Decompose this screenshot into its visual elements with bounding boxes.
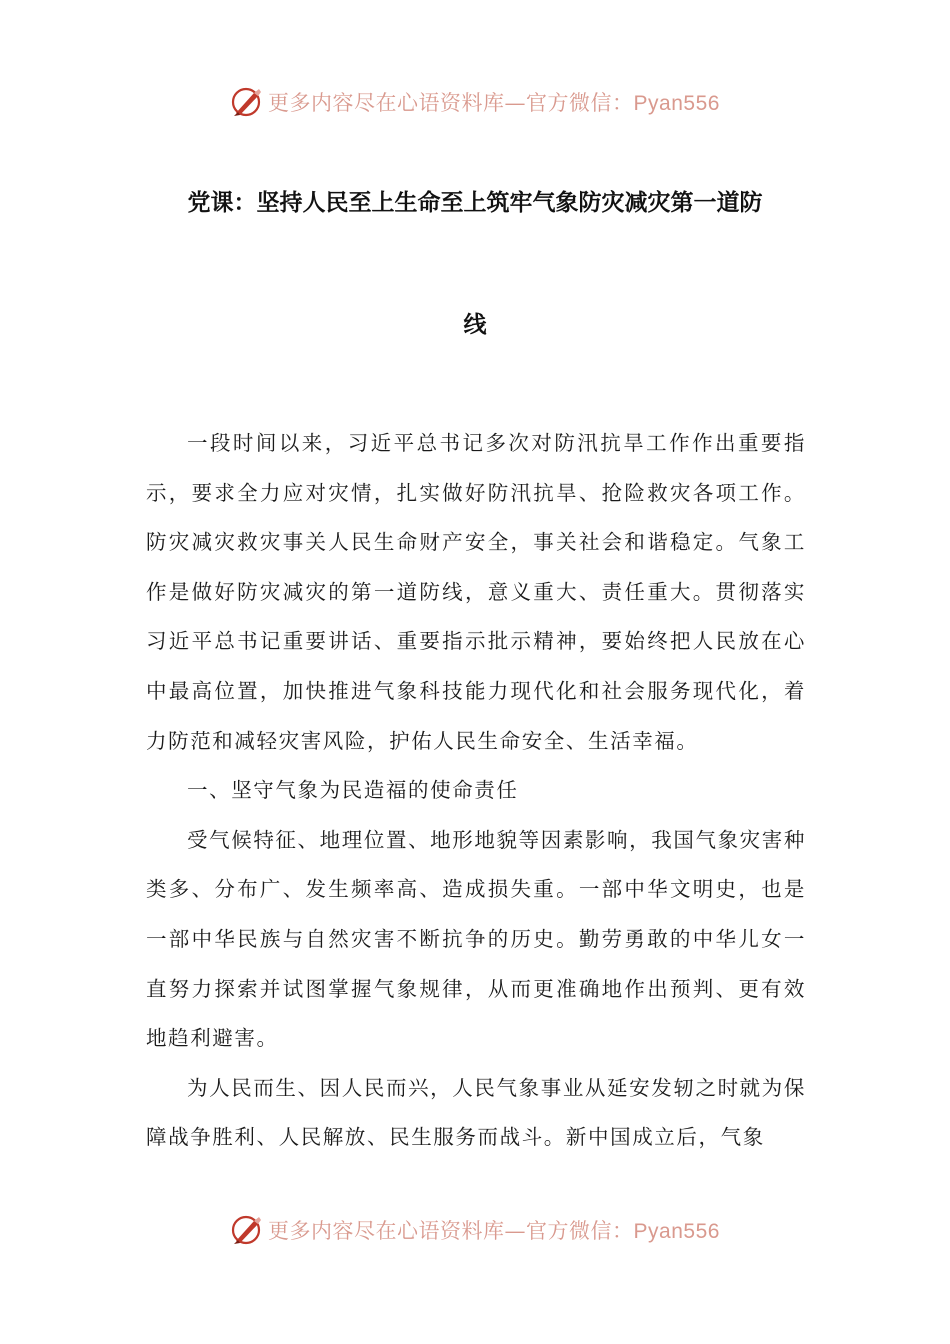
page-title-line-2: 线 [463, 312, 487, 338]
header-banner-wechat-id: Pyan556 [633, 92, 720, 115]
header-banner [0, 82, 950, 122]
section-heading-1: 一、坚守气象为民造福的使命责任 [187, 778, 519, 803]
pen-logo-icon [230, 1213, 264, 1247]
paragraph-2: 受气候特征、地理位置、地形地貌等因素影响，我国气象灾害种类多、分布广、发生频率高、造成损失重。一部中华文明史，也是一部中华民族与自然灾害不断抗争的历史。勤劳勇敢的中华儿女一直努力探索并试图掌握气象规律，从而更准确地作出预判、更有效地趋利避害。 [146, 827, 806, 1051]
footer-banner-wechat-id: Pyan556 [633, 1220, 720, 1243]
footer-banner [0, 1210, 950, 1250]
header-banner-text: 更多内容尽在心语资料库—官方微信： [268, 91, 634, 115]
paragraph-3: 为人民而生、因人民而兴，人民气象事业从延安发轫之时就为保障战争胜利、人民解放、民生服务而战斗。新中国成立后，气象 [146, 1075, 806, 1150]
pen-logo-icon [230, 85, 264, 119]
footer-banner-text: 更多内容尽在心语资料库—官方微信： [268, 1219, 634, 1243]
article-body [146, 419, 806, 1163]
paragraph-intro: 一段时间以来，习近平总书记多次对防汛抗旱工作作出重要指示，要求全力应对灾情，扎实做好防汛抗旱、抢险救灾各项工作。防灾减灾救灾事关人民生命财产安全，事关社会和谐稳定。气象工作是做好防灾减灾的第一道防线，意义重大、责任重大。贯彻落实习近平总书记重要讲话、重要指示批示精神，要始终把人民放在心中最高位置，加快推进气象科技能力现代化和社会服务现代化，着力防范和减轻灾害风险，护佑人民生命安全、生活幸福。 [146, 431, 806, 753]
page-title-line-1: 党课：坚持人民至上生命至上筑牢气象防灾减灾第一道防 [187, 190, 763, 216]
